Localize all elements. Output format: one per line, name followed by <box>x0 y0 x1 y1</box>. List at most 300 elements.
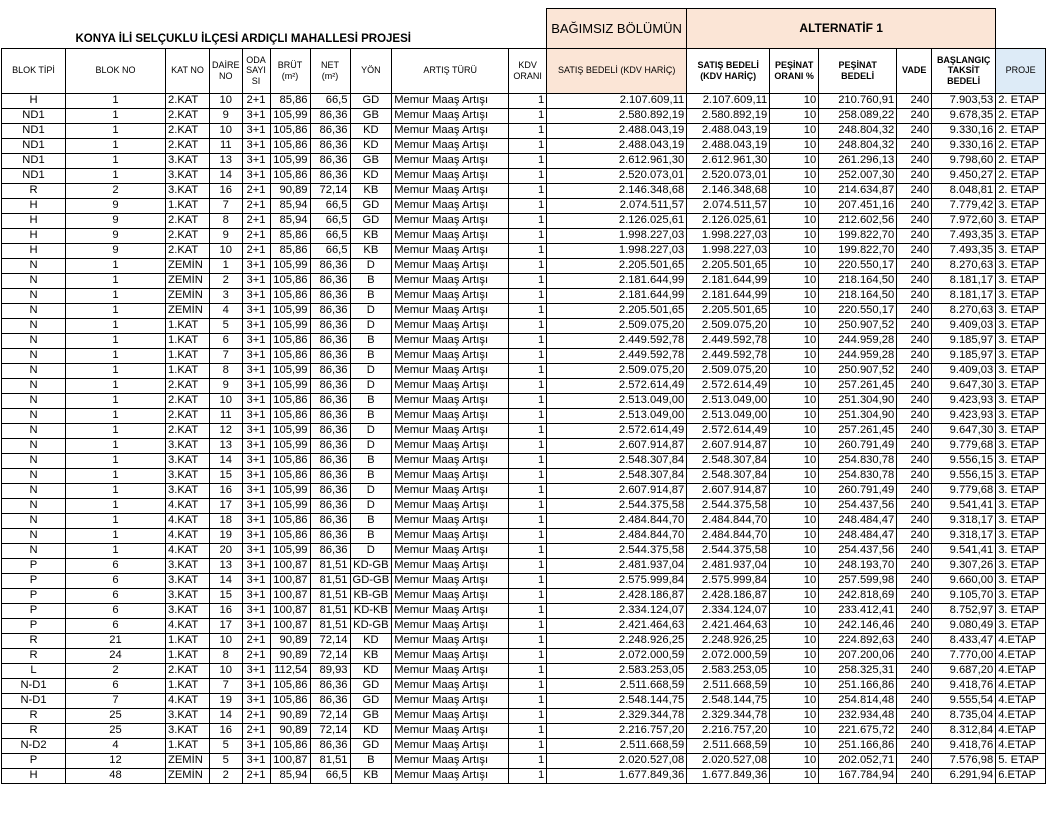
cell-satis-bb: 2.421.464,63 <box>547 618 687 633</box>
cell-blok-tipi: H <box>2 198 66 213</box>
cell-kat-no: 1.KAT <box>166 318 210 333</box>
cell-satis-alt: 2.020.527,08 <box>687 753 770 768</box>
cell-yon: D <box>350 318 392 333</box>
cell-net: 81,51 <box>310 603 350 618</box>
cell-yon: KB <box>350 183 392 198</box>
cell-oda: 3+1 <box>242 288 270 303</box>
cell-daire-no: 10 <box>210 663 243 678</box>
cell-oda: 3+1 <box>242 318 270 333</box>
table-row <box>2 423 1046 438</box>
cell-blok-no: 1 <box>66 378 166 393</box>
table-row <box>2 708 1046 723</box>
cell-daire-no: 16 <box>210 723 243 738</box>
cell-satis-alt: 2.544.375,58 <box>687 543 770 558</box>
cell-vade: 240 <box>897 228 932 243</box>
cell-kdv: 1 <box>509 693 547 708</box>
cell-artis: Memur Maaş Artışı <box>392 438 509 453</box>
cell-satis-bb: 2.481.937,04 <box>547 558 687 573</box>
cell-blok-tipi: N <box>2 273 66 288</box>
cell-kdv: 1 <box>509 633 547 648</box>
cell-proje: 3. ETAP <box>996 543 1046 558</box>
cell-blok-tipi: N-D1 <box>2 693 66 708</box>
cell-brut: 85,94 <box>270 198 310 213</box>
cell-satis-alt: 2.334.124,07 <box>687 603 770 618</box>
cell-blok-tipi: N <box>2 528 66 543</box>
cell-pesinat-bedeli: 242.818,69 <box>819 588 897 603</box>
cell-artis: Memur Maaş Artışı <box>392 228 509 243</box>
cell-satis-bb: 2.334.124,07 <box>547 603 687 618</box>
cell-taksit: 9.105,70 <box>932 588 996 603</box>
cell-yon: D <box>350 438 392 453</box>
cell-artis: Memur Maaş Artışı <box>392 153 509 168</box>
cell-taksit: 7.770,00 <box>932 648 996 663</box>
cell-pesinat-bedeli: 254.830,78 <box>819 468 897 483</box>
cell-kat-no: 4.KAT <box>166 693 210 708</box>
cell-blok-tipi: ND1 <box>2 138 66 153</box>
cell-pesinat-orani: 10 <box>770 588 819 603</box>
cell-proje: 3. ETAP <box>996 288 1046 303</box>
cell-vade: 240 <box>897 363 932 378</box>
cell-net: 86,36 <box>310 318 350 333</box>
cell-pesinat-orani: 10 <box>770 708 819 723</box>
cell-artis: Memur Maaş Artışı <box>392 708 509 723</box>
cell-oda: 3+1 <box>242 168 270 183</box>
cell-blok-tipi: N <box>2 483 66 498</box>
cell-vade: 240 <box>897 528 932 543</box>
cell-blok-tipi: P <box>2 618 66 633</box>
cell-blok-tipi: R <box>2 633 66 648</box>
cell-blok-no: 1 <box>66 528 166 543</box>
cell-satis-alt: 2.513.049,00 <box>687 393 770 408</box>
cell-brut: 85,86 <box>270 243 310 258</box>
cell-kdv: 1 <box>509 468 547 483</box>
cell-pesinat-orani: 10 <box>770 558 819 573</box>
cell-artis: Memur Maaş Artışı <box>392 303 509 318</box>
table-row <box>2 168 1046 183</box>
cell-kat-no: 2.KAT <box>166 108 210 123</box>
cell-satis-bb: 2.428.186,87 <box>547 588 687 603</box>
cell-kdv: 1 <box>509 723 547 738</box>
cell-yon: B <box>350 513 392 528</box>
cell-satis-bb: 2.248.926,25 <box>547 633 687 648</box>
cell-oda: 2+1 <box>242 198 270 213</box>
cell-daire-no: 10 <box>210 123 243 138</box>
cell-artis: Memur Maaş Artışı <box>392 723 509 738</box>
cell-kat-no: ZEMİN <box>166 753 210 768</box>
cell-daire-no: 8 <box>210 213 243 228</box>
cell-net: 86,36 <box>310 273 350 288</box>
cell-brut: 105,86 <box>270 138 310 153</box>
cell-pesinat-bedeli: 244.959,28 <box>819 333 897 348</box>
cell-vade: 240 <box>897 183 932 198</box>
cell-oda: 3+1 <box>242 108 270 123</box>
cell-kat-no: 1.KAT <box>166 333 210 348</box>
cell-taksit: 8.312,84 <box>932 723 996 738</box>
cell-yon: D <box>350 363 392 378</box>
cell-oda: 2+1 <box>242 768 270 783</box>
cell-kat-no: ZEMİN <box>166 288 210 303</box>
cell-taksit: 9.318,17 <box>932 528 996 543</box>
cell-yon: GD <box>350 93 392 108</box>
cell-artis: Memur Maaş Artışı <box>392 138 509 153</box>
cell-vade: 240 <box>897 288 932 303</box>
cell-kat-no: 4.KAT <box>166 543 210 558</box>
cell-pesinat-orani: 10 <box>770 273 819 288</box>
cell-vade: 240 <box>897 108 932 123</box>
cell-daire-no: 13 <box>210 438 243 453</box>
cell-blok-no: 1 <box>66 123 166 138</box>
cell-daire-no: 7 <box>210 198 243 213</box>
cell-brut: 105,86 <box>270 678 310 693</box>
cell-satis-bb: 2.607.914,87 <box>547 438 687 453</box>
cell-yon: GD <box>350 693 392 708</box>
cell-pesinat-bedeli: 254.830,78 <box>819 453 897 468</box>
cell-yon: KB-GB <box>350 588 392 603</box>
cell-blok-no: 25 <box>66 708 166 723</box>
cell-satis-alt: 2.428.186,87 <box>687 588 770 603</box>
cell-daire-no: 13 <box>210 153 243 168</box>
table-row <box>2 108 1046 123</box>
cell-oda: 3+1 <box>242 303 270 318</box>
cell-blok-tipi: ND1 <box>2 123 66 138</box>
cell-pesinat-bedeli: 218.164,50 <box>819 273 897 288</box>
cell-pesinat-bedeli: 207.200,06 <box>819 648 897 663</box>
cell-kdv: 1 <box>509 213 547 228</box>
cell-net: 86,36 <box>310 678 350 693</box>
cell-net: 86,36 <box>310 138 350 153</box>
cell-brut: 105,99 <box>270 108 310 123</box>
cell-daire-no: 14 <box>210 573 243 588</box>
cell-daire-no: 11 <box>210 138 243 153</box>
table-row <box>2 183 1046 198</box>
col-header-artis: ARTIŞ TÜRÜ <box>392 48 509 93</box>
cell-daire-no: 3 <box>210 288 243 303</box>
cell-oda: 3+1 <box>242 333 270 348</box>
cell-vade: 240 <box>897 678 932 693</box>
cell-blok-no: 1 <box>66 153 166 168</box>
cell-blok-tipi: H <box>2 228 66 243</box>
cell-blok-no: 1 <box>66 543 166 558</box>
cell-satis-alt: 2.181.644,99 <box>687 273 770 288</box>
cell-artis: Memur Maaş Artışı <box>392 333 509 348</box>
cell-kdv: 1 <box>509 138 547 153</box>
cell-brut: 105,86 <box>270 468 310 483</box>
cell-proje: 3. ETAP <box>996 558 1046 573</box>
cell-vade: 240 <box>897 243 932 258</box>
cell-oda: 2+1 <box>242 213 270 228</box>
page-title: KONYA İLİ SELÇUKLU İLÇESİ ARDIÇLI MAHALLESİ PROJESİ <box>2 9 547 49</box>
cell-satis-bb: 2.575.999,84 <box>547 573 687 588</box>
cell-net: 81,51 <box>310 573 350 588</box>
cell-pesinat-orani: 10 <box>770 753 819 768</box>
cell-taksit: 9.423,93 <box>932 408 996 423</box>
cell-blok-no: 6 <box>66 678 166 693</box>
cell-blok-tipi: P <box>2 588 66 603</box>
cell-artis: Memur Maaş Artışı <box>392 513 509 528</box>
cell-yon: GD <box>350 678 392 693</box>
cell-proje: 3. ETAP <box>996 513 1046 528</box>
cell-vade: 240 <box>897 393 932 408</box>
cell-blok-no: 48 <box>66 768 166 783</box>
cell-pesinat-bedeli: 248.804,32 <box>819 138 897 153</box>
cell-taksit: 8.181,17 <box>932 288 996 303</box>
cell-pesinat-bedeli: 254.437,56 <box>819 498 897 513</box>
cell-pesinat-orani: 10 <box>770 378 819 393</box>
cell-blok-tipi: N <box>2 348 66 363</box>
cell-kat-no: ZEMİN <box>166 273 210 288</box>
cell-blok-no: 1 <box>66 498 166 513</box>
cell-satis-bb: 2.572.614,49 <box>547 423 687 438</box>
cell-net: 72,14 <box>310 633 350 648</box>
cell-pesinat-bedeli: 258.325,31 <box>819 663 897 678</box>
cell-proje: 3. ETAP <box>996 453 1046 468</box>
cell-blok-tipi: N <box>2 408 66 423</box>
cell-blok-tipi: N <box>2 393 66 408</box>
cell-pesinat-bedeli: 242.146,46 <box>819 618 897 633</box>
cell-artis: Memur Maaş Artışı <box>392 498 509 513</box>
cell-brut: 105,99 <box>270 438 310 453</box>
cell-proje: 3. ETAP <box>996 603 1046 618</box>
cell-kdv: 1 <box>509 528 547 543</box>
cell-satis-alt: 2.572.614,49 <box>687 423 770 438</box>
cell-oda: 2+1 <box>242 243 270 258</box>
cell-kdv: 1 <box>509 348 547 363</box>
cell-yon: B <box>350 753 392 768</box>
cell-yon: KD <box>350 633 392 648</box>
cell-blok-no: 1 <box>66 273 166 288</box>
cell-yon: KB <box>350 228 392 243</box>
cell-proje: 2. ETAP <box>996 93 1046 108</box>
cell-pesinat-bedeli: 210.760,91 <box>819 93 897 108</box>
cell-blok-tipi: P <box>2 753 66 768</box>
cell-pesinat-orani: 10 <box>770 633 819 648</box>
cell-daire-no: 7 <box>210 348 243 363</box>
cell-vade: 240 <box>897 453 932 468</box>
cell-satis-bb: 2.020.527,08 <box>547 753 687 768</box>
cell-daire-no: 5 <box>210 753 243 768</box>
cell-oda: 3+1 <box>242 258 270 273</box>
cell-oda: 3+1 <box>242 348 270 363</box>
cell-net: 81,51 <box>310 753 350 768</box>
cell-pesinat-orani: 10 <box>770 438 819 453</box>
cell-proje: 3. ETAP <box>996 393 1046 408</box>
cell-yon: KD <box>350 123 392 138</box>
cell-taksit: 9.418,76 <box>932 678 996 693</box>
cell-proje: 3. ETAP <box>996 573 1046 588</box>
cell-brut: 105,86 <box>270 453 310 468</box>
cell-artis: Memur Maaş Artışı <box>392 408 509 423</box>
cell-pesinat-orani: 10 <box>770 243 819 258</box>
col-header-kdv: KDV ORANI <box>509 48 547 93</box>
col-header-net: NET (m²) <box>310 48 350 93</box>
cell-oda: 3+1 <box>242 528 270 543</box>
table-row <box>2 528 1046 543</box>
cell-blok-no: 1 <box>66 453 166 468</box>
cell-yon: KB <box>350 243 392 258</box>
cell-satis-bb: 1.677.849,36 <box>547 768 687 783</box>
cell-proje: 5. ETAP <box>996 753 1046 768</box>
cell-pesinat-bedeli: 248.193,70 <box>819 558 897 573</box>
cell-kat-no: 2.KAT <box>166 408 210 423</box>
cell-satis-alt: 2.511.668,59 <box>687 678 770 693</box>
cell-artis: Memur Maaş Artışı <box>392 468 509 483</box>
cell-blok-no: 1 <box>66 168 166 183</box>
cell-satis-alt: 2.572.614,49 <box>687 378 770 393</box>
cell-brut: 85,86 <box>270 228 310 243</box>
cell-blok-tipi: N <box>2 303 66 318</box>
cell-oda: 3+1 <box>242 483 270 498</box>
cell-blok-tipi: N <box>2 513 66 528</box>
cell-net: 66,5 <box>310 768 350 783</box>
cell-net: 86,36 <box>310 123 350 138</box>
table-row <box>2 408 1046 423</box>
cell-net: 86,36 <box>310 348 350 363</box>
cell-oda: 3+1 <box>242 468 270 483</box>
cell-kat-no: 2.KAT <box>166 393 210 408</box>
cell-yon: KD-GB <box>350 558 392 573</box>
table-row <box>2 648 1046 663</box>
cell-taksit: 9.555,54 <box>932 693 996 708</box>
cell-proje: 4.ETAP <box>996 738 1046 753</box>
cell-taksit: 8.735,04 <box>932 708 996 723</box>
cell-pesinat-orani: 10 <box>770 198 819 213</box>
cell-net: 86,36 <box>310 423 350 438</box>
cell-satis-alt: 2.548.307,84 <box>687 468 770 483</box>
cell-satis-bb: 2.449.592,78 <box>547 348 687 363</box>
cell-pesinat-bedeli: 214.634,87 <box>819 183 897 198</box>
cell-artis: Memur Maaş Artışı <box>392 573 509 588</box>
cell-pesinat-orani: 10 <box>770 663 819 678</box>
cell-pesinat-bedeli: 254.814,48 <box>819 693 897 708</box>
cell-blok-tipi: N <box>2 363 66 378</box>
cell-kat-no: ZEMİN <box>166 258 210 273</box>
cell-vade: 240 <box>897 708 932 723</box>
cell-taksit: 9.409,03 <box>932 363 996 378</box>
cell-pesinat-bedeli: 251.304,90 <box>819 393 897 408</box>
cell-satis-bb: 2.449.592,78 <box>547 333 687 348</box>
cell-net: 66,5 <box>310 213 350 228</box>
cell-net: 86,36 <box>310 363 350 378</box>
cell-blok-tipi: N <box>2 288 66 303</box>
cell-brut: 105,86 <box>270 738 310 753</box>
cell-kat-no: 2.KAT <box>166 663 210 678</box>
cell-pesinat-orani: 10 <box>770 603 819 618</box>
cell-pesinat-orani: 10 <box>770 618 819 633</box>
cell-satis-alt: 2.248.926,25 <box>687 633 770 648</box>
cell-brut: 100,87 <box>270 588 310 603</box>
cell-net: 86,36 <box>310 408 350 423</box>
cell-blok-no: 1 <box>66 138 166 153</box>
cell-blok-tipi: N <box>2 438 66 453</box>
cell-vade: 240 <box>897 513 932 528</box>
cell-net: 86,36 <box>310 108 350 123</box>
cell-satis-bb: 1.998.227,03 <box>547 228 687 243</box>
cell-taksit: 9.307,26 <box>932 558 996 573</box>
cell-pesinat-orani: 10 <box>770 573 819 588</box>
cell-blok-tipi: ND1 <box>2 108 66 123</box>
cell-net: 66,5 <box>310 243 350 258</box>
cell-taksit: 9.418,76 <box>932 738 996 753</box>
cell-taksit: 8.433,47 <box>932 633 996 648</box>
cell-net: 72,14 <box>310 183 350 198</box>
cell-proje: 2. ETAP <box>996 123 1046 138</box>
cell-brut: 105,86 <box>270 528 310 543</box>
cell-kat-no: 1.KAT <box>166 633 210 648</box>
cell-satis-bb: 2.329.344,78 <box>547 708 687 723</box>
cell-pesinat-bedeli: 260.791,49 <box>819 438 897 453</box>
cell-kat-no: 3.KAT <box>166 153 210 168</box>
cell-satis-alt: 2.488.043,19 <box>687 138 770 153</box>
cell-satis-bb: 2.488.043,19 <box>547 138 687 153</box>
cell-pesinat-orani: 10 <box>770 318 819 333</box>
cell-daire-no: 11 <box>210 408 243 423</box>
cell-pesinat-orani: 10 <box>770 543 819 558</box>
cell-blok-no: 9 <box>66 213 166 228</box>
cell-brut: 100,87 <box>270 618 310 633</box>
cell-satis-alt: 1.677.849,36 <box>687 768 770 783</box>
cell-pesinat-bedeli: 233.412,41 <box>819 603 897 618</box>
cell-satis-alt: 2.520.073,01 <box>687 168 770 183</box>
cell-satis-alt: 2.509.075,20 <box>687 318 770 333</box>
cell-daire-no: 9 <box>210 228 243 243</box>
cell-blok-no: 7 <box>66 693 166 708</box>
cell-blok-no: 1 <box>66 408 166 423</box>
cell-artis: Memur Maaş Artışı <box>392 528 509 543</box>
cell-yon: B <box>350 408 392 423</box>
cell-net: 86,36 <box>310 438 350 453</box>
cell-blok-no: 1 <box>66 333 166 348</box>
cell-yon: KB <box>350 648 392 663</box>
cell-blok-tipi: H <box>2 213 66 228</box>
cell-daire-no: 16 <box>210 603 243 618</box>
cell-daire-no: 13 <box>210 558 243 573</box>
cell-pesinat-bedeli: 202.052,71 <box>819 753 897 768</box>
cell-satis-alt: 2.126.025,61 <box>687 213 770 228</box>
cell-pesinat-bedeli: 248.804,32 <box>819 123 897 138</box>
cell-artis: Memur Maaş Artışı <box>392 753 509 768</box>
cell-brut: 90,89 <box>270 648 310 663</box>
cell-net: 86,36 <box>310 453 350 468</box>
table-row <box>2 498 1046 513</box>
cell-kdv: 1 <box>509 153 547 168</box>
cell-proje: 4.ETAP <box>996 723 1046 738</box>
cell-kdv: 1 <box>509 198 547 213</box>
col-header-proje: PROJE <box>996 48 1046 93</box>
cell-yon: D <box>350 543 392 558</box>
cell-kat-no: 1.KAT <box>166 648 210 663</box>
cell-kat-no: 3.KAT <box>166 573 210 588</box>
cell-blok-tipi: N <box>2 333 66 348</box>
cell-brut: 105,86 <box>270 288 310 303</box>
cell-brut: 90,89 <box>270 723 310 738</box>
cell-vade: 240 <box>897 648 932 663</box>
cell-proje: 2. ETAP <box>996 168 1046 183</box>
cell-blok-no: 1 <box>66 93 166 108</box>
cell-kdv: 1 <box>509 618 547 633</box>
cell-daire-no: 14 <box>210 453 243 468</box>
cell-kat-no: 1.KAT <box>166 678 210 693</box>
cell-oda: 3+1 <box>242 588 270 603</box>
cell-taksit: 9.779,68 <box>932 483 996 498</box>
cell-artis: Memur Maaş Artışı <box>392 633 509 648</box>
cell-taksit: 6.291,94 <box>932 768 996 783</box>
cell-pesinat-bedeli: 248.484,47 <box>819 513 897 528</box>
cell-oda: 3+1 <box>242 663 270 678</box>
cell-blok-tipi: R <box>2 183 66 198</box>
cell-taksit: 9.798,60 <box>932 153 996 168</box>
cell-proje: 3. ETAP <box>996 198 1046 213</box>
cell-blok-no: 6 <box>66 588 166 603</box>
